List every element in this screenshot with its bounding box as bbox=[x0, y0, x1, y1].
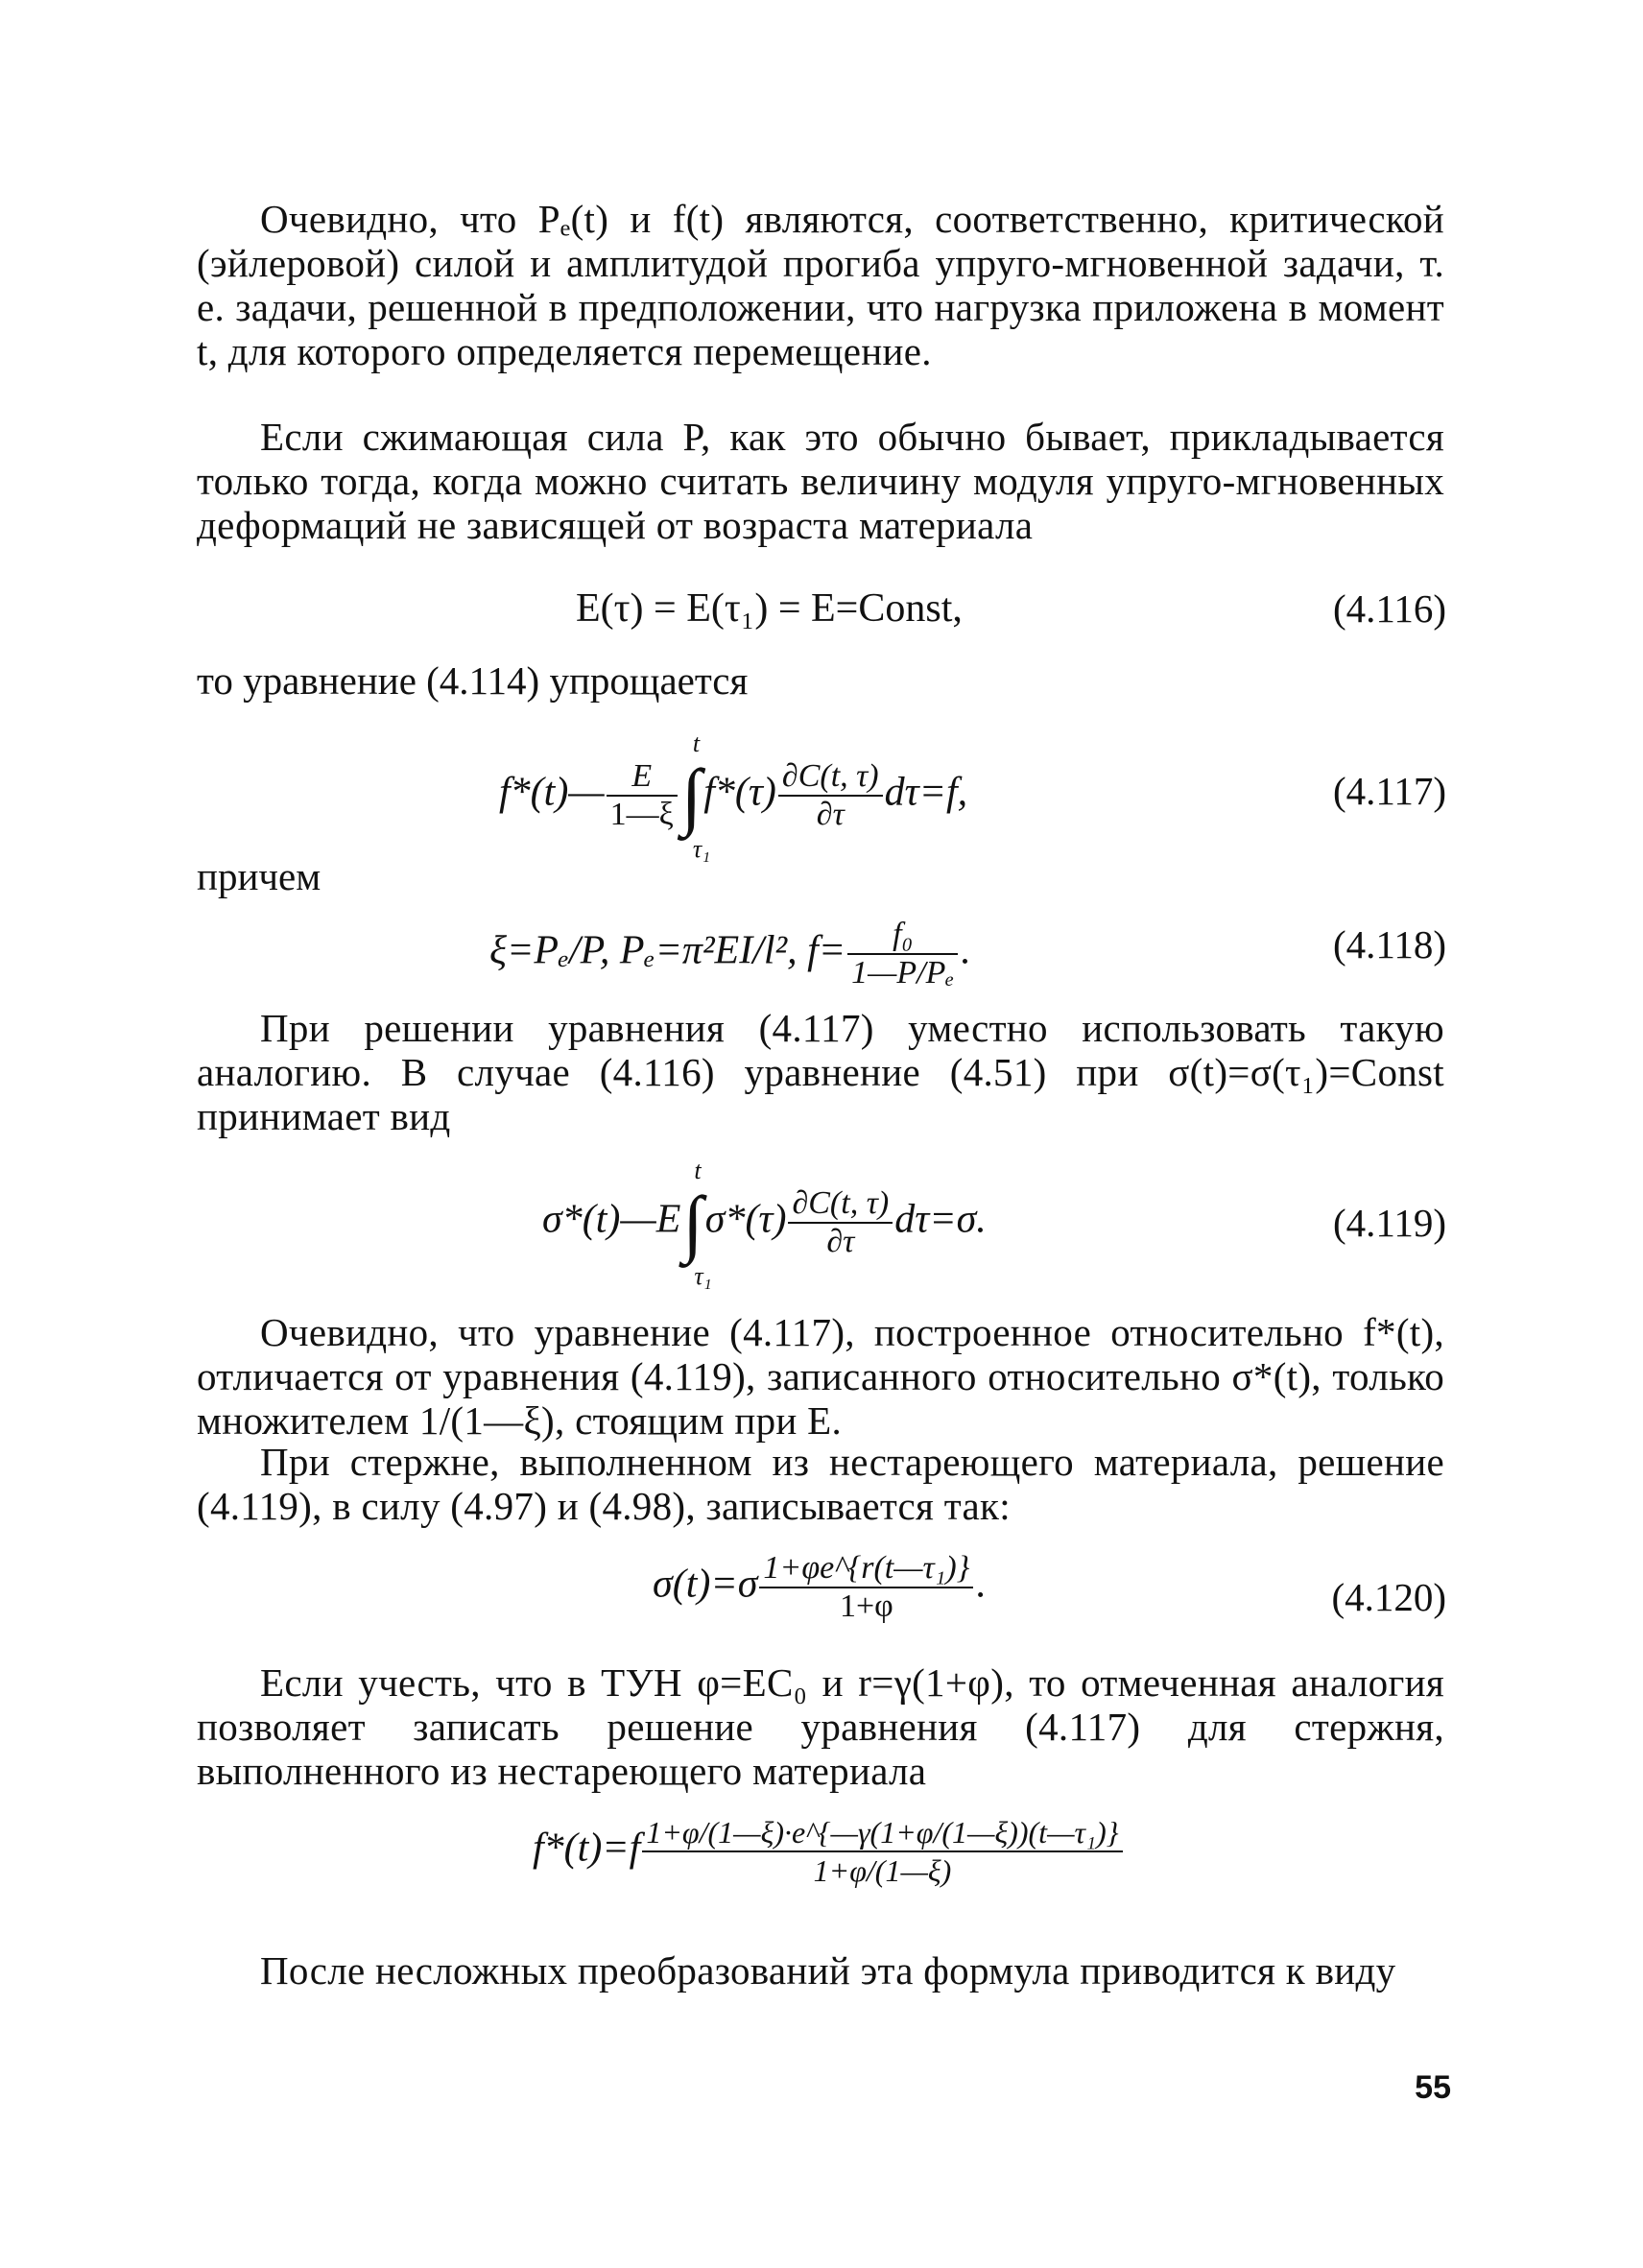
eq118-fraction: $\frac{\text{f₀}}{\text{1—P/Pₑ}}$ bbox=[847, 917, 958, 991]
eq120-fraction: $\frac{\text{1+φe\textasciicircum{}\{r(t—τ₁)\}}}{1+\varphi}$ bbox=[759, 1550, 973, 1625]
equation-number-4-118: (4.118) bbox=[1332, 922, 1446, 967]
eq120-lead: σ(t)=σ bbox=[653, 1562, 758, 1607]
page-number: 55 bbox=[1415, 2069, 1451, 2106]
paragraph-8: Если учесть, что в ТУН φ=EC₀ и r=γ(1+φ), то отмеченная аналогия позволяет записать решение уравнения (4.117) для стержня, выполненного из нестареющего материала bbox=[197, 1660, 1444, 1793]
paragraph-9: После несложных преобразований эта формула приводится к виду bbox=[260, 1948, 1396, 1993]
eq118-tail: . bbox=[960, 928, 970, 973]
equation-number-4-116: (4.116) bbox=[1332, 586, 1446, 631]
eq121-lead: f*(t)=f bbox=[533, 1826, 641, 1871]
eq119-lead: σ*(t)—E bbox=[542, 1197, 681, 1242]
eq119-derivative: $\frac{\partial C(t, \tau)}{\partial\tau}$ bbox=[788, 1185, 893, 1260]
equation-number-4-120: (4.120) bbox=[1331, 1575, 1446, 1619]
eq119-body: σ*(τ) bbox=[704, 1197, 787, 1242]
paragraph-5: При решении уравнения (4.117) уместно использовать такую аналогию. В случае (4.116) уравнение (4.51) при σ(t)=σ(τ₁)=Const принимает вид bbox=[197, 1006, 1444, 1138]
equation-number-4-119: (4.119) bbox=[1332, 1201, 1446, 1245]
eq117-derivative: $\frac{\partial C(t, \tau)}{\partial\tau}$ bbox=[778, 758, 883, 833]
paragraph-2: Если сжимающая сила P, как это обычно бывает, прикладывается только тогда, когда можно считать величину модуля упруго-мгновенных деформаций не зависящей от возраста материала bbox=[197, 415, 1444, 547]
equation-4-117 bbox=[499, 729, 968, 863]
eq117-body: f*(τ) bbox=[703, 770, 776, 815]
equation-solution bbox=[533, 1814, 1125, 1889]
integral-sign: ∫ t τ₁ bbox=[682, 1157, 712, 1290]
eq120-tail: . bbox=[975, 1562, 986, 1607]
paragraph-4: причем bbox=[197, 854, 321, 898]
eq117-fraction: $\frac{E}{1—\xi}$ bbox=[607, 758, 678, 833]
paragraph-7: При стержне, выполненном из нестареющего материала, решение (4.119), в силу (4.97) и (4.98), записывается так: bbox=[197, 1440, 1444, 1528]
eq121-fraction: $\frac{\text{1+φ/(1—ξ)·e\textasciicircum{}\{—γ(1+φ/(1—ξ))(t—τ₁)\}}}{1+\varphi/(1—\xi)}$ bbox=[642, 1814, 1122, 1889]
equation-4-119 bbox=[542, 1157, 987, 1290]
equation-4-120 bbox=[653, 1550, 986, 1625]
equation-4-116: E(τ) = E(τ₁) = E=Const, bbox=[576, 586, 963, 631]
equation-number-4-117: (4.117) bbox=[1332, 769, 1446, 813]
eq117-lead: f*(t)— bbox=[499, 770, 605, 815]
equation-4-118 bbox=[489, 917, 970, 991]
paragraph-3: то уравнение (4.114) упрощается bbox=[197, 658, 749, 703]
eq117-tail: dτ=f, bbox=[884, 770, 968, 815]
paragraph-1: Очевидно, что Pₑ(t) и f(t) являются, соответственно, критической (эйлеровой) силой и амплитудой прогиба упруго-мгновенной задачи, т. е. задачи, решенной в предположении, что нагрузка приложена в момент t, для которого определяется перемещение. bbox=[197, 197, 1444, 373]
eq118-main: ξ=Pₑ/P, Pₑ=π²EI/l², f= bbox=[489, 928, 846, 973]
integral-sign: ∫ t τ₁ bbox=[680, 729, 711, 863]
eq119-tail: dτ=σ. bbox=[894, 1197, 987, 1242]
paragraph-6: Очевидно, что уравнение (4.117), построенное относительно f*(t), отличается от уравнения (4.119), записанного относительно σ*(t), только множителем 1/(1—ξ), стоящим при E. bbox=[197, 1310, 1444, 1443]
